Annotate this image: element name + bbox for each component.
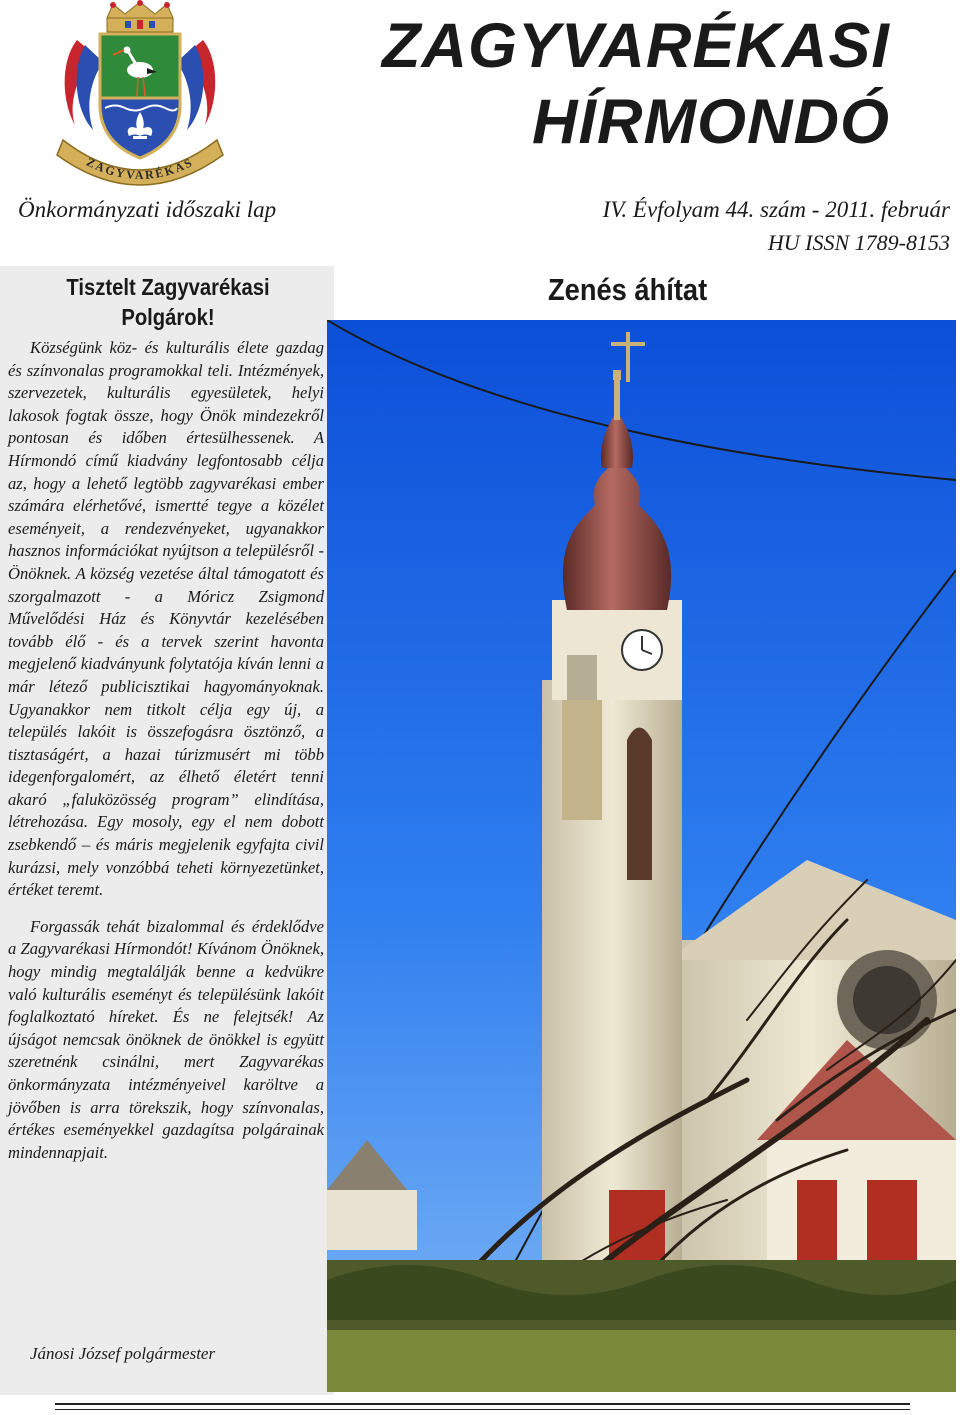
letter-title-line-2: Polgárok! bbox=[121, 304, 215, 330]
letter-signature: Jánosi József polgármester bbox=[30, 1344, 216, 1363]
letter-paragraph: Forgassák tehát bizalommal és érdeklődve a Zagyvarékasi Hírmondót! Kívánom Önöknek, hogy mindig megtalálják benne a kedvükre való kulturális eseményt és településünk lakóit foglalkoztató híreket. És ne felejtsék! Az újságot nemcsak önöknek de önökkel is együtt szeretnénk csinálni, mert Zagyvarékas önkormányzata intézményeivel karöltve a jövőben is arra törekszik, hogy színvonalas, értékes eseményekkel gazdagítsa polgárainak mindennapjait. bbox=[8, 916, 324, 1162]
letter-title bbox=[32, 272, 303, 332]
newspaper-title bbox=[340, 8, 932, 160]
letter-paragraph: Községünk köz- és kulturális élete gazdag és színvonalas programokkal teli. Intézmények, szervezetek, kulturális egyesületek, helyi lakosok fogtak össze, hogy Önök mindezekről pontosan és időben értesülhessenek. A Hírmondó című kiadvány legfontosabb célja az, hogy a lehető legtöbb zagyvarékasi ember számára elérhetővé, ismertté tegye a közélet eseményeit, a rendezvényeket, ugyanakkor hasznos információkat nyújtson a településről - Önöknek. A község vezetése által támogatott és szorgalmazott - a Móricz Zsigmond Művelődési Ház és Könyvtár kezelésében tovább élő - és a tervek szerint havonta megjelenő kiadványunk folytatója kíván lenni a már létező publicisztikai hagyományoknak. Ugyanakkor nem titkolt célja egy új, a település lakóit is összefogásra ösztönző, a tisztaságért, a hazai túrizmusért mi több idegenforgalomért, az élhető életért tenni akaró „faluközösség program” elindítása, létrehozása. Egy mosoly, egy el nem dobott zsebkendő – és máris megjelenik egyfajta civil kurázsi, mely vonzóbbá teheti környezetünket, értéket teremt. bbox=[8, 338, 324, 900]
bottom-rule-thin bbox=[55, 1409, 910, 1410]
issue-info: IV. Évfolyam 44. szám - 2011. február bbox=[602, 197, 950, 222]
title-line-2: HÍRMONDÓ bbox=[532, 87, 890, 157]
bottom-rule bbox=[55, 1403, 910, 1405]
coat-of-arms-logo bbox=[55, 0, 225, 190]
issn: HU ISSN 1789-8153 bbox=[767, 230, 950, 255]
publication-type: Önkormányzati időszaki lap bbox=[18, 197, 277, 222]
church-photo bbox=[327, 320, 956, 1392]
crown-icon bbox=[107, 0, 173, 32]
coat-banner-text: ZAGYVARÉKAS bbox=[84, 154, 196, 183]
feature-title: Zenés áhítat bbox=[548, 272, 708, 307]
letter-body bbox=[8, 337, 324, 1164]
letter-title-line-1: Tisztelt Zagyvarékasi bbox=[66, 274, 270, 300]
title-line-1: ZAGYVARÉKASI bbox=[382, 11, 890, 81]
